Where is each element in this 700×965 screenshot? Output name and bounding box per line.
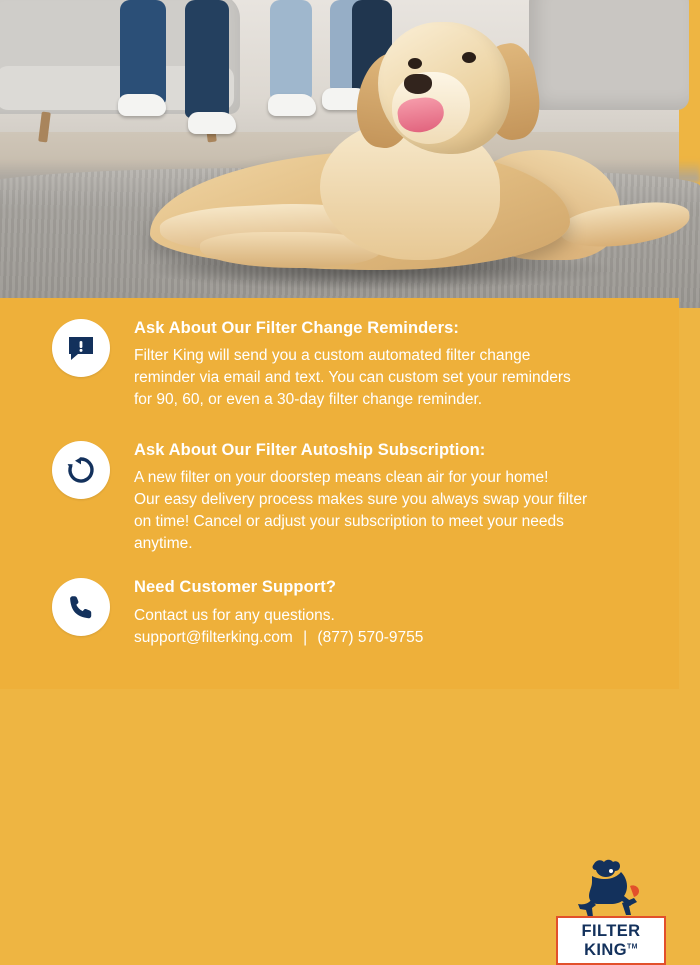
- phone-icon: [52, 578, 110, 636]
- dog-eye: [462, 52, 476, 63]
- info-panel: [0, 298, 679, 959]
- side-furniture: [529, 0, 689, 110]
- support-email[interactable]: support@filterking.com: [134, 628, 293, 646]
- info-block-body: [134, 345, 604, 411]
- info-block-support: [52, 578, 494, 649]
- logo-line-filter: FILTER: [581, 922, 641, 940]
- info-block-autoship: [52, 441, 604, 555]
- body-line: A new filter on your doorstep means clean air for your home!: [134, 468, 549, 486]
- leg-light-jeans: [270, 0, 312, 100]
- body-line: for 90, 60, or even a 30-day filter change reminder.: [134, 390, 483, 408]
- logo-trademark: TM: [626, 943, 638, 950]
- info-block-text: [134, 319, 604, 411]
- info-block-text: [134, 441, 604, 555]
- support-phone[interactable]: (877) 570-9755: [317, 628, 424, 646]
- lion-icon: [564, 858, 656, 920]
- logo-line-king: [584, 942, 638, 959]
- body-line: on time! Cancel or adjust your subscription to meet your needs: [134, 512, 564, 530]
- logo-wordmark-box: [556, 916, 666, 965]
- hero-photo: [0, 0, 679, 298]
- info-block-title: Need Customer Support?: [134, 578, 337, 596]
- dog-eye: [408, 58, 422, 69]
- sneaker: [118, 94, 166, 116]
- body-line: Our easy delivery process makes sure you always swap your filter: [134, 490, 588, 508]
- info-block-text: [134, 578, 494, 649]
- brand-logo: [556, 858, 662, 963]
- refresh-cycle-icon: [52, 441, 110, 499]
- contact-line: [134, 627, 494, 649]
- leg-jeans: [120, 0, 166, 105]
- sneaker: [188, 112, 236, 134]
- chat-alert-icon: [52, 319, 110, 377]
- dog-nose: [404, 74, 432, 94]
- body-line: Filter King will send you a custom automated filter change: [134, 346, 531, 364]
- info-block-reminders: [52, 319, 604, 411]
- info-block-title: Ask About Our Filter Change Reminders:: [134, 319, 459, 337]
- info-block-title: Ask About Our Filter Autoship Subscription:: [134, 441, 486, 459]
- sneaker: [268, 94, 316, 116]
- leg-jeans: [185, 0, 229, 118]
- contact-separator: |: [303, 628, 308, 646]
- body-line: Contact us for any questions.: [134, 606, 335, 624]
- body-line: reminder via email and text. You can custom set your reminders: [134, 368, 571, 386]
- body-line: anytime.: [134, 534, 193, 552]
- info-block-body: [134, 605, 494, 649]
- info-block-body: [134, 467, 604, 555]
- logo-king-text: KING: [584, 940, 627, 959]
